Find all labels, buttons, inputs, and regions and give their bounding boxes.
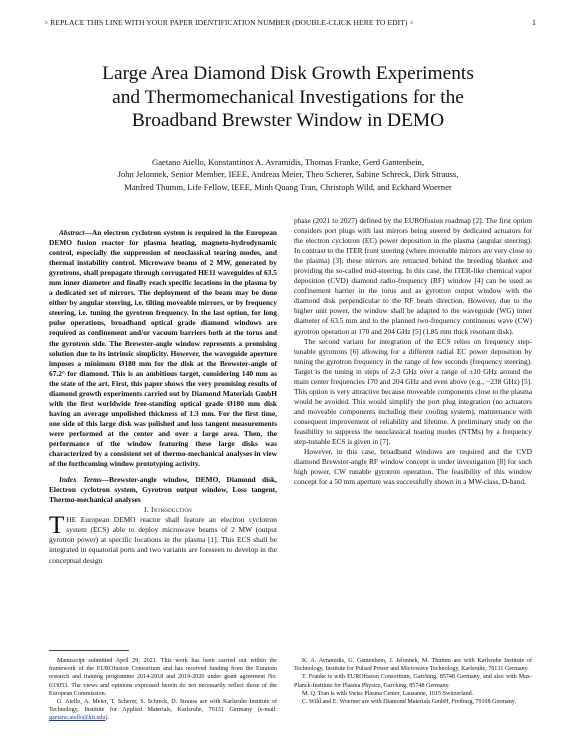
footnotes-left [49, 657, 277, 723]
footnote-text: G. Aiello, A. Meier, T. Scherer, S. Schreck, D. Strauss are with Karlsruhe Institute of Technology, Institute for Applied Materials, Karlsruhe, 76131 Germany (e-mail: [49, 699, 277, 714]
drop-cap: T [49, 512, 65, 540]
author-list [60, 156, 516, 193]
footnote: K. A. Avramidis, G. Gantenbein, J. Jelonnek, M. Thumm are with Karlsruhe Institute of Technology, Institute for Pulsed Power and Microwave Technology, Karlsruhe, 76131 Germany. [294, 658, 532, 673]
footnote: Manuscript submitted April 29, 2021. This work has been carried out within the framework of the EUROfusion Consortium and has received funding from the Euratom research and training programme 2014-2018 and 2019-2020 under grant agreement No. 633053. The views and opinions expressed herein do not necessarily reflect those of the European Commission. [49, 658, 277, 697]
title-line: and Thermomechanical Investigations for the [112, 86, 464, 108]
body-paragraph: However, in this case, broadband windows are required and the CVD diamond Brewster-angle RF window concept is under investigation [8] for such high power, CW tunable gyrotron operation. The feasibility of this window concept for a 50 mm aperture was successfully shown in a MW-class, D-band, [294, 447, 532, 487]
body-paragraph: phase (2021 to 2027) defined by the EUROfusion roadmap [2]. The first option considers port plugs with last mirrors being steered by dedicated actuators for the electron cyclotron (EC) power deposition in the plasma (angular steering). In contrast to the ITER front steering (where moveable mirrors are very close to the plasma) [3], these mirrors are retracted behind the breeding blanket and providing the so-called mid-steering. In this case, the ITER-like chemical vapor deposition (CVD) diamond radio-frequency (RF) window [4] can be used as confinement barrier in the torus and as gyrotron output window with the diamond disk perpendicular to the RF beam direction. However, due to the higher unit power, the window shall be adapted to the waveguide (WG) inner diameter of 63.5 mm and to the planned two-frequency continuous wave (CW) gyrotron operation at 170 and 204 GHz [5] (1.85 mm thick resonant disk). [294, 216, 532, 336]
footnotes-right [294, 657, 532, 706]
title-line: Large Area Diamond Disk Growth Experiments [102, 63, 474, 84]
section-title-initial: I [150, 505, 154, 515]
title-line: Broadband Brewster Window in DEMO [131, 110, 445, 131]
section-heading [49, 505, 277, 515]
index-terms-text: —Brewster-angle window, DEMO, Diamond disk, Electron cyclotron system, Gyrotron output window, Loss tangent, Thermo-mechanical analyses [49, 475, 277, 505]
author-line: John Jelonnek, Senior Member, IEEE, Andreas Meier, Theo Scherer, Sabine Schreck, Dirk Strauss, [117, 169, 459, 180]
index-terms [49, 475, 277, 505]
footnote-tail: ). [105, 715, 109, 722]
abstract-text: —An electron cyclotron system is required in the European DEMO fusion reactor for plasma heating, magneto-hydrodynamic control, especially the suppression of neoclassical tearing modes, and thermal instability control. Microwave beams of 2 MW, generated by gyrotrons, shall propagate through corrugated HE11 waveguides of 63.5 mm inner diameter and finally reach specific locations in the plasma by a dedicated set of mirrors. The deployment of the beam may be done either by angular steering, i.e. tilting moveable mirrors, or by frequency steering, i.e. tuning the gyrotron frequency. In the last option, for long pulse operations, broadband optical grade diamond windows are required as confinement and/or vacuum barriers both at the torus and the gyrotron side. The Brewster-angle window represents a promising solution due to its intrinsic simplicity. However, the waveguide aperture imposes a minimum Ø180 mm for the disk at the Brewster-angle of 67.2° for diamond. This is an ambitious target, considering 140 mm as the state of the art. First, this paper shows the very promising results of diamond growth experiments carried out by Diamond Materials GmbH with the first worldwide free-standing optical grade Ø180 mm disk having an average unpolished thickness of 1.3 mm. For the first time, one side of this large disk was polished and loss tangent measurements were performed at the center and over a large area. Then, the performance of the window featuring these large disks was characterized by a consistent set of thermo-mechanical analyses in view of the forthcoming window prototyping activity. [49, 228, 277, 469]
left-column [49, 228, 277, 566]
paper-title [40, 62, 536, 133]
footnote: M. Q. Tran is with Swiss Plasma Center, Lausanne, 1015 Switzerland. [302, 690, 474, 697]
page-number: 1 [532, 18, 536, 27]
index-terms-lead: Index Terms [59, 475, 102, 485]
email-link[interactable]: gaetano.aiello@kit.edu [49, 715, 106, 722]
footnote-rule [49, 650, 129, 651]
author-line: Manfred Thumm, Life Fellow, IEEE, Minh Quang Tran, Christoph Wild, and Eckhard Woerner [124, 181, 452, 192]
footnote: T. Franke is with EUROfusion Consortium, Garching, 85748 Germany, and also with Max-Planck-Institute for Plasma Physics, Garching, 85748 Germany. [294, 674, 532, 689]
footnote-aiello [49, 698, 277, 723]
abstract-lead: Abstract [59, 228, 85, 237]
abstract [49, 228, 277, 469]
running-head: > REPLACE THIS LINE WITH YOUR PAPER IDENTIFICATION NUMBER (DOUBLE-CLICK HERE TO EDIT) < [44, 18, 414, 27]
right-column [294, 216, 532, 487]
author-line: Gaetano Aiello, Konstantinos A. Avramidis, Thomas Franke, Gerd Gantenbein, [151, 157, 424, 167]
footnote: C. Wild and E. Woerner are with Diamond Materials GmbH, Freiburg, 79108 Germany. [302, 699, 516, 706]
section-numeral: I. [144, 505, 149, 515]
intro-paragraph [49, 512, 277, 565]
section-title-rest: ntroduction [153, 505, 192, 515]
body-paragraph: The second variant for integration of the ECS relies on frequency step-tunable gyrotrons [6] allowing for a different radial EC power deposition by tuning the gyrotron frequency in the range of few seconds (frequency steering). Target is the tuning in steps of 2-3 GHz over a range of ±10 GHz around the main center frequencies 170 and 204 GHz and even above (e.g., −238 GHz) [5]. This option is very attractive because moveable components close to the plasma would be avoided. This would simplify the port plug integration (no actuators and moveable components including their cooling system), maintenance with consequent improvement of reliability and lifetime. A preliminary study on the feasibility to suppress the neoclassical tearing modes (NTMs) by a frequency step-tunable ECS is given in [7]. [294, 336, 532, 447]
intro-text: HE European DEMO reactor shall feature an electron cyclotron system (ECS) able to deploy microwave beams of 2 MW (output gyrotron power) at specific locations in the plasma [1]. This ECS shall be integrated in equatorial ports and two variants are foreseen to develop in the conceptual design [49, 515, 277, 565]
